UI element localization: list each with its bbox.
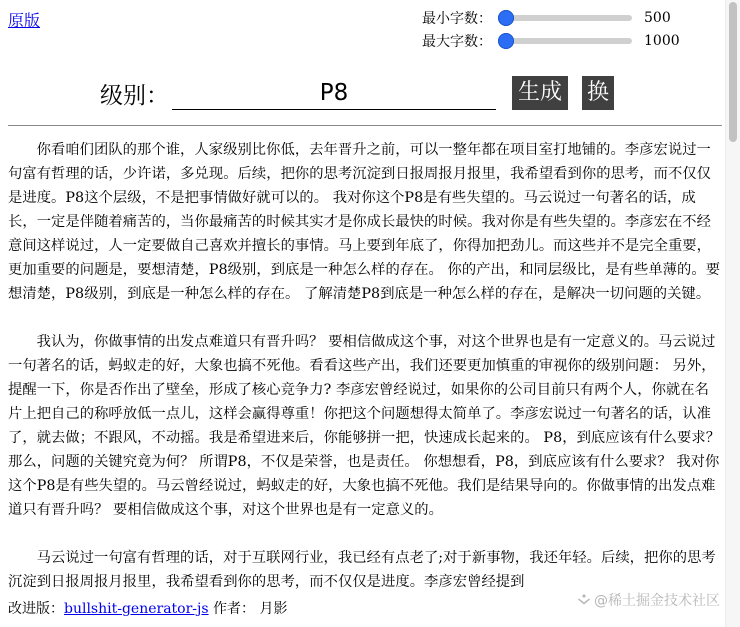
- juejin-logo-icon: [577, 593, 591, 607]
- max-word-count-slider-thumb[interactable]: [498, 33, 514, 49]
- swap-button[interactable]: 换: [582, 76, 614, 110]
- article-paragraph: 你看咱们团队的那个谁，人家级别比你低，去年晋升之前，可以一整年都在项目室打地铺的。李彦宏说过一句富有哲理的话，少许诺，多兑现。后续，把你的思考沉淀到日报周报月报里，我希望看到你的思考，而不仅仅是进度。P8这个层级，不是把事情做好就可以的。 我对你这个P8是有些失望的。马云说过一句著名的话，成长，一定是伴随着痛苦的，当你最痛苦的时候其实才是你成长最快的时候。我对你是有些失望的。李彦宏在不经意间这样说过，人一定要做自己喜欢并擅长的事情。马上要到年底了，你得加把劲儿。而这些并不是完全重要，更加重要的问题是，要想清楚，P8级别，到底是一种怎么样的存在。 你的产出，和同层级比，是有些单薄的。要想清楚，P8级别，到底是一种怎么样的存在。 了解清楚P8到底是一种怎么样的存在，是解决一切问题的关键。: [8, 142, 721, 302]
- generated-article: [8, 126, 722, 594]
- min-word-count-slider-thumb[interactable]: [498, 10, 514, 26]
- max-word-count-value: 1000: [644, 33, 680, 49]
- min-word-count-value: 500: [644, 10, 671, 26]
- generate-button[interactable]: 生成: [512, 76, 568, 110]
- level-form: [100, 74, 614, 112]
- article-paragraph: 我认为，你做事情的出发点难道只有晋升吗？ 要相信做成这个事，对这个世界也是有一定意义的。马云说过一句著名的话，蚂蚁走的好，大象也搞不死他。看看这些产出，我们还要更加慎重的审视你的级别问题： 另外，提醒一下，你是否作出了壁垒，形成了核心竞争力? 李彦宏曾经说过，如果你的公司目前只有两个人，你就在名片上把自己的称呼放低一点儿，这样会赢得尊重！你把这个问题想得太简单了。李彦宏说过一句著名的话，认准了，就去做；不跟风，不动摇。我是希望进来后，你能够拼一把，快速成长起来的。 P8，到底应该有什么要求？ 那么，问题的关键究竟为何？ 所谓P8，不仅是荣誉，也是责任。 你想想看，P8，到底应该有什么要求？ 我对你这个P8是有些失望的。马云曾经说过，蚂蚁走的好，大象也搞不死他。我们是结果导向的。你做事情的出发点难道只有晋升吗？ 要相信做成这个事，对这个世界也是有一定意义的。: [8, 334, 721, 518]
- min-word-count-row: [422, 7, 688, 29]
- min-word-count-label: 最小字数：: [422, 11, 492, 27]
- original-version-link[interactable]: 原版: [8, 11, 41, 30]
- watermark: [577, 590, 720, 610]
- max-word-count-label: 最大字数：: [422, 34, 492, 50]
- max-word-count-row: [422, 30, 688, 52]
- watermark-text: @稀土掘金技术社区: [594, 593, 720, 609]
- footer: [8, 598, 293, 620]
- level-input[interactable]: [172, 77, 496, 110]
- level-label: 级别：: [100, 82, 169, 109]
- footer-prefix: 改进版：: [8, 601, 64, 617]
- min-word-count-slider[interactable]: [502, 15, 632, 21]
- improved-version-link[interactable]: bullshit-generator-js: [64, 601, 209, 617]
- max-word-count-slider[interactable]: [502, 38, 632, 44]
- page-scrollbar[interactable]: [725, 0, 740, 627]
- page-scrollbar-thumb[interactable]: [729, 2, 737, 142]
- footer-author: 作者： 月影: [208, 601, 288, 617]
- article-paragraph: 马云说过一句富有哲理的话，对于互联网行业，我已经有点老了;对于新事物，我还年轻。后续，把你的思考沉淀到日报周报月报里，我希望看到你的思考，而不仅仅是进度。李彦宏曾经提到: [8, 550, 716, 590]
